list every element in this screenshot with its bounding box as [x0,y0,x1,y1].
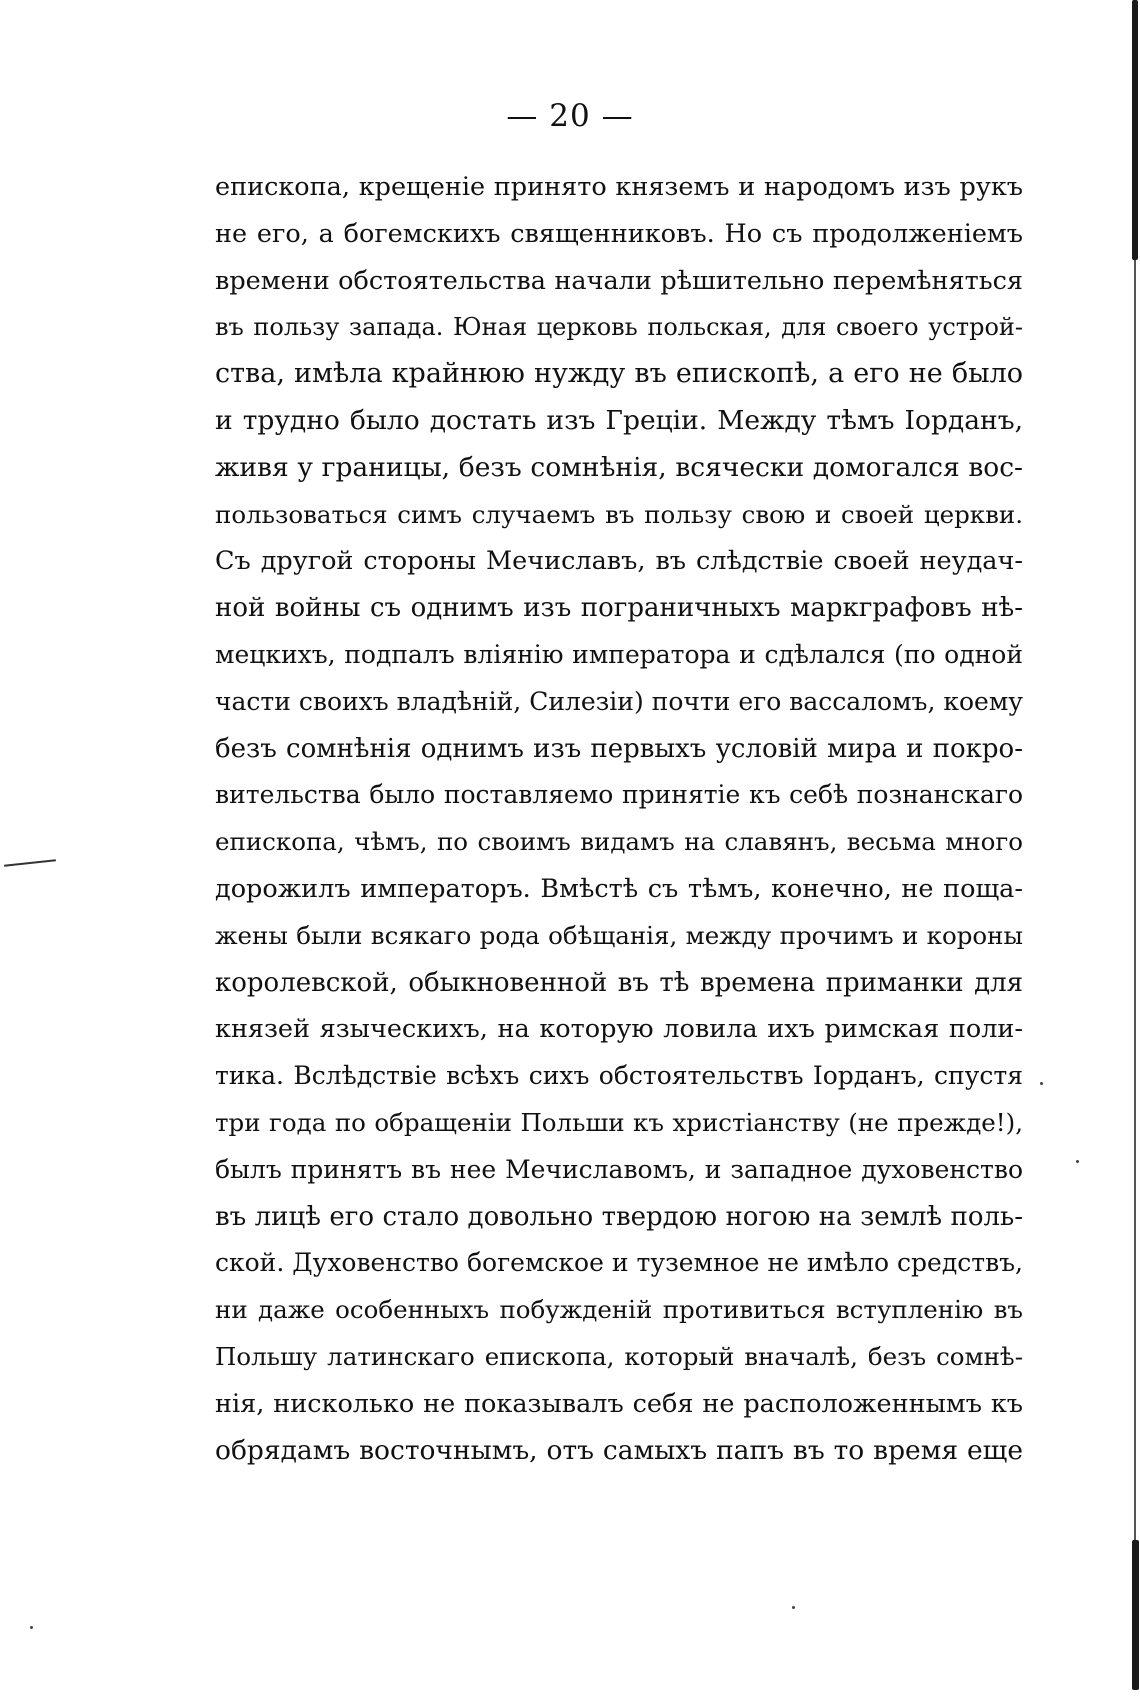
text-line: былъ принятъ въ нее Мечиславомъ, и западное духовенство [215,1154,1023,1184]
text-line: тика. Вслѣдствіе всѣхъ сихъ обстоятельствъ Іорданъ, спустя [215,1061,1023,1091]
edge-segment [1132,0,1138,260]
text-line: три года по обращеніи Польши къ христіанству (не прежде!), [215,1107,1023,1137]
text-line: князей языческихъ, на которую ловила ихъ римская поли- [215,1014,1023,1045]
text-line: королевской, обыкновенной въ тѣ времена приманки для [215,967,1023,998]
text-line: епископа, крещеніе принято княземъ и народомъ изъ рукъ [215,172,1023,202]
text-line: Польшу латинскаго епископа, который вначалѣ, безъ сомнѣ- [215,1341,1023,1371]
text-line: части своихъ владѣній, Силезіи) почти его вассаломъ, коему [215,686,1023,716]
text-line: безъ сомнѣнія однимъ изъ первыхъ условій мира и покро- [215,733,1023,764]
scan-speck [792,1606,795,1609]
page-number: — 20 — [506,98,634,134]
text-line: вительства было поставляемо принятіе къ себѣ познанскаго [215,780,1023,810]
text-line: обрядамъ восточнымъ, отъ самыхъ папъ въ то время еще [215,1434,1023,1466]
scan-speck [1040,1082,1043,1085]
text-line: и трудно было достать изъ Греціи. Между тѣмъ Іорданъ, [215,404,1023,436]
text-line: дорожилъ императоръ. Вмѣстѣ съ тѣмъ, конечно, не поща- [215,873,1023,904]
text-line: ной войны съ однимъ изъ пограничныхъ маркграфовъ нѣ- [215,593,1023,624]
text-line: живя у границы, безъ сомнѣнія, всячески домогался вос- [215,451,1023,483]
text-line: Съ другой стороны Мечиславъ, въ слѣдствіе своей неудач- [215,546,1023,577]
text-line: въ пользу запада. Юная церковь польская, для своего устрой- [215,313,1023,342]
text-line: времени обстоятельства начали рѣшительно перемѣняться [215,265,1023,296]
text-line: епископа, чѣмъ, по своимъ видамъ на славянъ, весьма много [215,827,1023,857]
text-line: мецкихъ, подпалъ вліянію императора и сдѣлался (по одной [215,639,1023,669]
text-line: ской. Духовенство богемское и туземное не имѣло средствъ, [215,1248,1023,1278]
scan-speck [1076,1160,1079,1163]
edge-segment [1132,1540,1139,1690]
text-line: ни даже особенныхъ побужденій противиться вступленію въ [215,1295,1023,1325]
text-line: жены были всякаго рода обѣщанія, между прочимъ и короны [215,920,1023,950]
text-line: пользоваться симъ случаемъ въ пользу свою и своей церкви. [215,499,1023,529]
scan-speck [30,1626,33,1629]
text-line: въ лицѣ его стало довольно твердою ногою на землѣ поль- [215,1201,1023,1232]
margin-mark [4,859,56,866]
text-line: ства, имѣла крайнюю нужду въ епископѣ, а его не было [215,358,1023,390]
page-edge-shadow [1130,0,1140,1704]
body-text [215,164,1023,1474]
text-line: нія, нисколько не показывалъ себя не расположеннымъ къ [215,1388,1023,1419]
edge-line [1134,260,1136,1540]
text-line: не его, а богемскихъ священниковъ. Но съ продолженіемъ [215,218,1023,249]
